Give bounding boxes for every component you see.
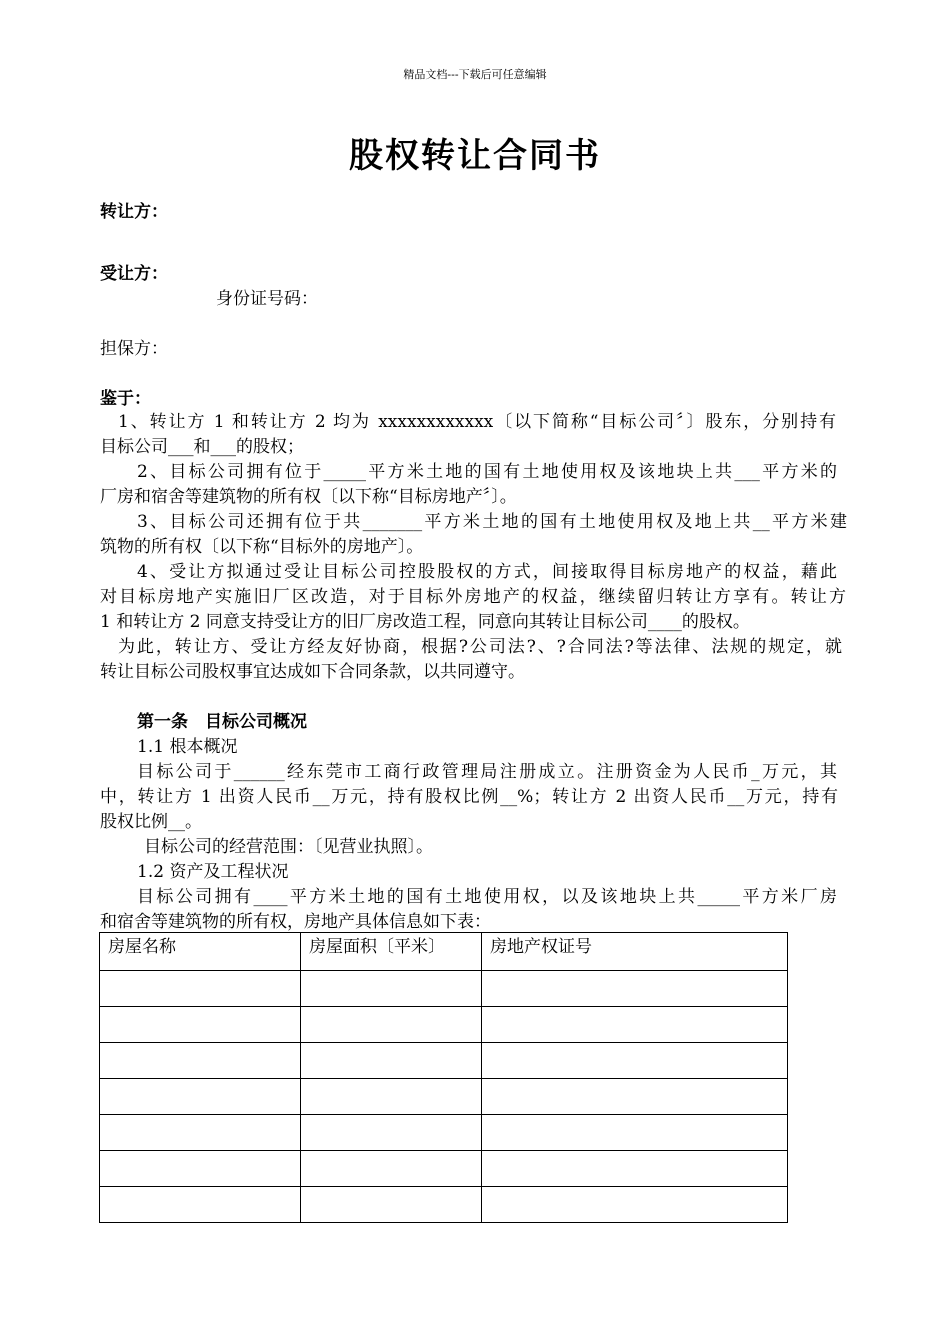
table-row bbox=[100, 971, 788, 1007]
table-cell bbox=[100, 1007, 301, 1043]
clause-2-line-2: 厂房和宿舍等建筑物的所有权〔以下称“目标房地产〞〕。 bbox=[100, 487, 517, 507]
table-cell bbox=[301, 1043, 482, 1079]
table-row bbox=[100, 1079, 788, 1115]
table-cell bbox=[301, 971, 482, 1007]
table-cell bbox=[301, 1007, 482, 1043]
table-cell bbox=[100, 1115, 301, 1151]
table-row bbox=[100, 1115, 788, 1151]
transferee-label: 受让方： bbox=[100, 264, 168, 284]
page-title: 股权转让合同书 bbox=[349, 136, 601, 176]
table-cell bbox=[482, 1007, 788, 1043]
clause-1-line-1: 1、转让方 1 和转让方 2 均为 xxxxxxxxxxxx〔以下简称“目标公司〞〕股东，分别持有 bbox=[118, 412, 836, 432]
table-cell bbox=[100, 971, 301, 1007]
table-cell bbox=[482, 1043, 788, 1079]
article-1-title: 第一条 目标公司概况 bbox=[137, 712, 307, 732]
business-scope-line: 目标公司的经营范围：〔见营业执照〕。 bbox=[144, 837, 433, 857]
table-cell bbox=[482, 971, 788, 1007]
section-1-1-heading: 1.1 根本概况 bbox=[137, 737, 238, 757]
table-cell bbox=[100, 1187, 301, 1223]
table-cell bbox=[301, 1079, 482, 1115]
table-row bbox=[100, 1007, 788, 1043]
transferor-label: 转让方： bbox=[100, 202, 168, 222]
conclusion-line-1: 为此，转让方、受让方经友好协商，根据?公司法?、?合同法?等法律、法规的规定，就 bbox=[118, 637, 842, 657]
table-header-cell: 房屋名称 bbox=[100, 933, 301, 971]
table-cell bbox=[100, 1151, 301, 1187]
clause-4-line-2: 对目标房地产实施旧厂区改造，对于目标外房地产的权益，继续留归转让方享有。转让方 bbox=[100, 587, 846, 607]
section-1-2-heading: 1.2 资产及工程状况 bbox=[137, 862, 289, 882]
table-header-cell: 房地产权证号 bbox=[482, 933, 788, 971]
table-header-cell: 房屋面积〔平米〕 bbox=[301, 933, 482, 971]
table-cell bbox=[100, 1043, 301, 1079]
table-cell bbox=[301, 1115, 482, 1151]
guarantor-label: 担保方： bbox=[100, 339, 168, 359]
clause-3-line-2: 筑物的所有权〔以下称“目标外的房地产〕。 bbox=[100, 537, 424, 557]
table-cell bbox=[482, 1079, 788, 1115]
section-1-1-line-3: 股权比例__。 bbox=[100, 812, 202, 832]
clause-3-line-1: 3、目标公司还拥有位于共_______平方米土地的国有土地使用权及地上共__平方米建 bbox=[137, 512, 847, 532]
page-header-note: 精品文档---下载后可任意编辑 bbox=[403, 68, 547, 81]
id-number-label: 身份证号码： bbox=[216, 289, 318, 309]
section-1-1-line-1: 目标公司于______经东莞市工商行政管理局注册成立。注册资金为人民币_万元，其 bbox=[137, 762, 837, 782]
section-1-2-line-1: 目标公司拥有____平方米土地的国有土地使用权，以及该地块上共_____平方米厂房 bbox=[137, 887, 837, 907]
clause-4-line-1: 4、受让方拟通过受让目标公司控股股权的方式，间接取得目标房地产的权益，藉此 bbox=[137, 562, 837, 582]
table-cell bbox=[301, 1151, 482, 1187]
table-cell bbox=[482, 1187, 788, 1223]
section-1-2-line-2: 和宿舍等建筑物的所有权，房地产具体信息如下表： bbox=[100, 912, 491, 932]
whereas-label: 鉴于： bbox=[100, 389, 151, 409]
table-cell bbox=[301, 1187, 482, 1223]
table-cell bbox=[482, 1115, 788, 1151]
clause-1-line-2: 目标公司___和___的股权； bbox=[100, 437, 304, 457]
table-row bbox=[100, 1151, 788, 1187]
table-row bbox=[100, 1187, 788, 1223]
section-1-1-line-2: 中，转让方 1 出资人民币__万元，持有股权比例__%；转让方 2 出资人民币__万元，持有 bbox=[100, 787, 838, 807]
table-header-row bbox=[100, 933, 788, 971]
clause-4-line-3: 1 和转让方 2 同意支持受让方的旧厂房改造工程，同意向其转让目标公司____的股权。 bbox=[100, 612, 750, 632]
table-row bbox=[100, 1043, 788, 1079]
conclusion-line-2: 转让目标公司股权事宜达成如下合同条款，以共同遵守。 bbox=[100, 662, 525, 682]
clause-2-line-1: 2、目标公司拥有位于_____平方米土地的国有土地使用权及该地块上共___平方米的 bbox=[137, 462, 837, 482]
table-cell bbox=[482, 1151, 788, 1187]
table-cell bbox=[100, 1079, 301, 1115]
property-table bbox=[99, 932, 788, 1223]
